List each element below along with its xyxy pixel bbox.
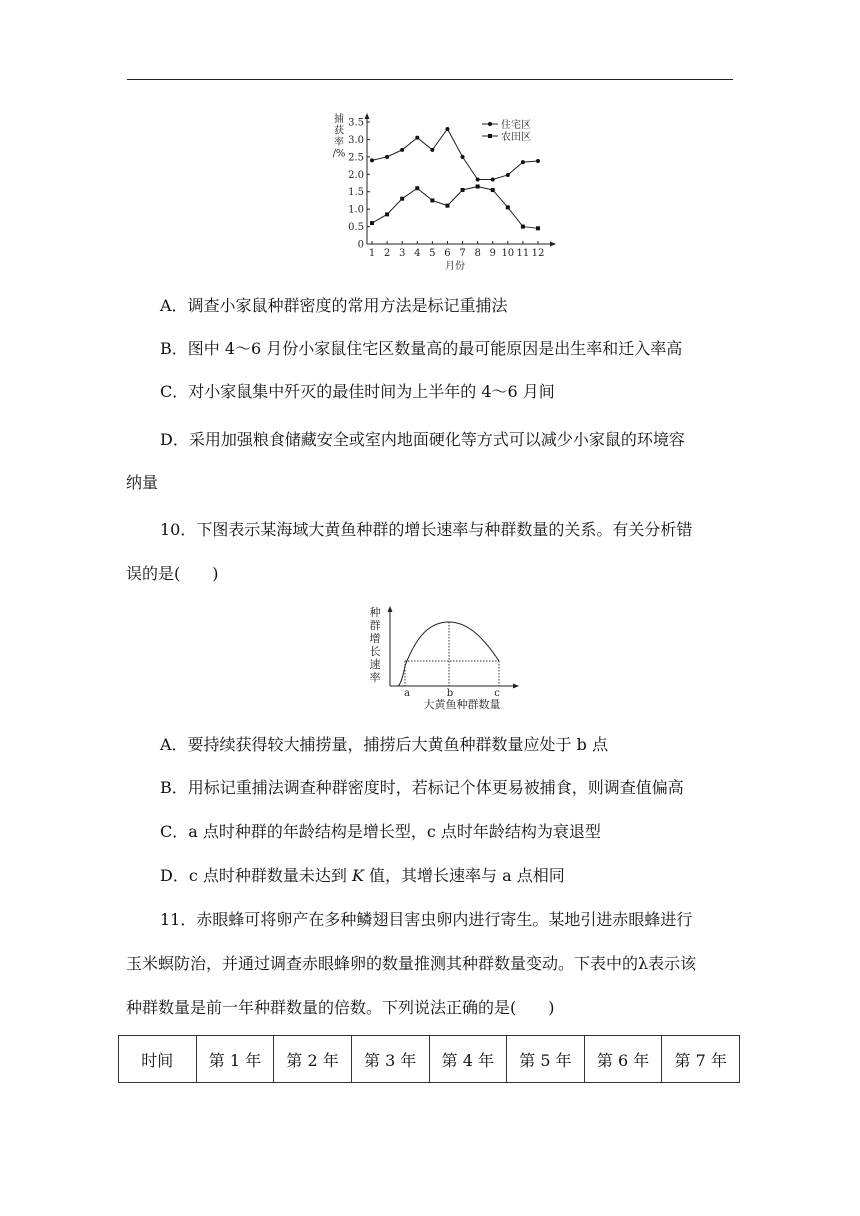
q9-option-a: A．调查小家鼠种群密度的常用方法是标记重捕法 xyxy=(160,296,508,315)
legend-label: 农田区 xyxy=(501,132,531,143)
y-axis-arrow xyxy=(365,113,370,119)
point-label-b: b xyxy=(446,688,454,699)
data-point xyxy=(370,221,374,225)
data-point xyxy=(445,204,449,208)
q10-option-b: B．用标记重捕法调查种群密度时，若标记个体更易被捕食，则调查值偏高 xyxy=(160,778,684,797)
data-point xyxy=(370,158,374,162)
q9-option-d-continued: 纳量 xyxy=(126,473,159,492)
table-cell: 第 5 年 xyxy=(507,1036,585,1083)
table-cell: 第 3 年 xyxy=(351,1036,429,1083)
y-tick-label: 0.5 xyxy=(348,222,364,234)
q10-stem-continued: 误的是( ) xyxy=(126,564,219,583)
y-tick-label: 1.5 xyxy=(348,187,364,199)
legend-marker xyxy=(488,134,492,138)
capture-rate-line-chart xyxy=(330,112,570,274)
q9-option-c: C．对小家鼠集中歼灭的最佳时间为上半年的 4～6 月间 xyxy=(160,382,555,401)
k-symbol: K xyxy=(351,866,364,885)
y-tick-label: 1.0 xyxy=(348,204,364,216)
x-tick-label: 1 xyxy=(368,248,376,259)
q10-option-d xyxy=(160,866,565,886)
point-label-a: a xyxy=(404,688,410,699)
x-tick-label: 9 xyxy=(489,248,496,259)
x-tick-label: 7 xyxy=(459,248,466,259)
data-point xyxy=(491,178,495,182)
svg-text:种: 种 xyxy=(369,606,381,619)
svg-text:率: 率 xyxy=(369,671,381,684)
table-cell: 时间 xyxy=(119,1036,197,1083)
q10-option-a: A．要持续获得较大捕捞量，捕捞后大黄鱼种群数量应处于 b 点 xyxy=(160,735,608,754)
q10-option-d-part2: 值，其增长速率与 a 点相同 xyxy=(363,866,565,885)
data-point xyxy=(400,197,404,201)
data-point xyxy=(491,188,495,192)
data-point xyxy=(461,155,465,159)
q11-stem-continued-2: 种群数量是前一年种群数量的倍数。下列说法正确的是( ) xyxy=(126,998,555,1017)
data-point xyxy=(476,178,480,182)
series-line-1 xyxy=(372,186,538,228)
table-cell: 第 1 年 xyxy=(196,1036,274,1083)
x-tick-label: 5 xyxy=(429,248,436,259)
legend-marker xyxy=(488,122,492,126)
header-rule xyxy=(127,79,733,80)
data-point xyxy=(536,159,540,163)
x-tick-label: 3 xyxy=(398,248,406,259)
y-tick-label: 3.0 xyxy=(348,134,364,146)
y-axis-label: 获 xyxy=(334,125,344,137)
x-tick-label: 6 xyxy=(444,248,451,259)
table-cell: 第 7 年 xyxy=(662,1036,740,1083)
table-cell: 第 4 年 xyxy=(429,1036,507,1083)
data-point xyxy=(430,148,434,152)
y-axis-label: 率 xyxy=(334,137,344,148)
q9-option-b: B．图中 4～6 月份小家鼠住宅区数量高的最可能原因是出生率和迁入率高 xyxy=(160,339,683,358)
x-axis-arrow xyxy=(513,684,519,689)
data-point xyxy=(445,127,449,131)
q9-option-d: D．采用加强粮食储藏安全或室内地面硬化等方式可以减少小家鼠的环境容 xyxy=(160,430,685,449)
point-label-c: c xyxy=(494,688,500,699)
data-point xyxy=(415,136,419,140)
svg-text:速: 速 xyxy=(369,658,381,671)
table-cell: 第 6 年 xyxy=(584,1036,662,1083)
table-cell: 第 2 年 xyxy=(274,1036,352,1083)
data-point xyxy=(385,212,389,216)
svg-text:长: 长 xyxy=(369,645,381,658)
x-tick-label: 11 xyxy=(516,248,530,259)
growth-rate-curve-diagram xyxy=(365,604,525,712)
y-tick-label: 0 xyxy=(357,239,364,251)
q11-stem: 11．赤眼蜂可将卵产在多种鳞翅目害虫卵内进行寄生。某地引进赤眼蜂进行 xyxy=(160,910,693,929)
q11-stem-continued-1: 玉米螟防治，并通过调查赤眼蜂卵的数量推测其种群数量变动。下表中的λ表示该 xyxy=(126,954,697,973)
x-axis-label: 大黄鱼种群数量 xyxy=(423,698,501,711)
legend-label: 住宅区 xyxy=(501,120,531,131)
y-axis-arrow xyxy=(388,606,393,612)
data-point xyxy=(506,205,510,209)
data-point xyxy=(521,160,525,164)
data-point xyxy=(400,148,404,152)
data-point xyxy=(415,186,419,190)
data-point xyxy=(521,225,525,229)
y-tick-label: 3.5 xyxy=(348,117,364,129)
q10-stem: 10．下图表示某海域大黄鱼种群的增长速率与种群数量的关系。有关分析错 xyxy=(160,520,693,539)
x-tick-label: 12 xyxy=(531,248,545,259)
svg-text:群: 群 xyxy=(369,619,381,632)
svg-text:增: 增 xyxy=(369,632,381,645)
data-point xyxy=(430,198,434,202)
x-axis-label: 月份 xyxy=(445,261,465,272)
q10-option-c: C．a 点时种群的年龄结构是增长型，c 点时年龄结构为衰退型 xyxy=(160,822,601,841)
y-axis-label: /% xyxy=(332,148,346,160)
y-axis-label: 捕 xyxy=(334,114,344,125)
y-tick-label: 2.5 xyxy=(348,152,364,164)
table-header-row xyxy=(119,1036,740,1083)
data-point xyxy=(461,188,465,192)
x-axis-arrow xyxy=(550,242,556,247)
data-point xyxy=(536,226,540,230)
y-axis-label xyxy=(370,606,381,684)
data-point xyxy=(506,173,510,177)
x-tick-label: 10 xyxy=(501,248,515,259)
x-tick-label: 4 xyxy=(414,248,421,259)
q10-option-d-part1: D．c 点时种群数量未达到 xyxy=(160,866,352,885)
data-point xyxy=(385,155,389,159)
y-tick-label: 2.0 xyxy=(348,169,364,181)
data-point xyxy=(476,184,480,188)
lambda-table xyxy=(118,1035,740,1083)
x-tick-label: 8 xyxy=(474,248,481,259)
x-tick-label: 2 xyxy=(383,248,391,259)
